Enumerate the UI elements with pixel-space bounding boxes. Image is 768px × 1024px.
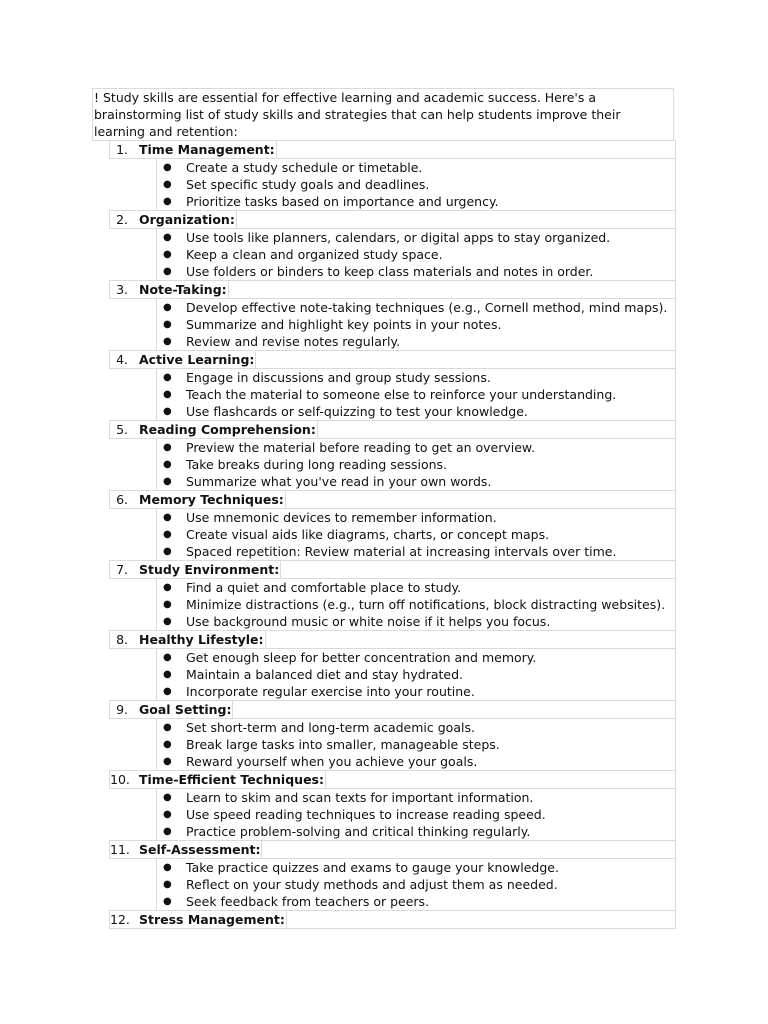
bullet-list	[156, 439, 676, 491]
section-number: 4.	[116, 352, 128, 367]
section-heading	[109, 630, 676, 649]
list-item-text: Teach the material to someone else to reinforce your understanding.	[186, 387, 617, 402]
list-item	[157, 806, 675, 823]
list-item-text: Use background music or white noise if it helps you focus.	[186, 614, 551, 629]
bullet-dot-icon: ●	[163, 809, 172, 820]
list-item-text: Seek feedback from teachers or peers.	[186, 894, 430, 909]
list-item	[157, 753, 675, 770]
bullet-dot-icon: ●	[163, 249, 172, 260]
bullet-dot-icon: ●	[163, 336, 172, 347]
section-number: 12.	[110, 912, 130, 927]
section-number: 6.	[116, 492, 128, 507]
list-section	[109, 210, 676, 281]
section-heading	[109, 840, 676, 859]
bullet-dot-icon: ●	[163, 529, 172, 540]
section-heading	[109, 770, 676, 789]
section-number: 8.	[116, 632, 128, 647]
bullet-dot-icon: ●	[163, 162, 172, 173]
section-number: 1.	[116, 142, 128, 157]
bullet-list	[156, 789, 676, 841]
list-item	[157, 176, 675, 193]
bullet-dot-icon: ●	[163, 196, 172, 207]
list-item	[157, 736, 675, 753]
list-section	[109, 420, 676, 491]
section-title: Time-Efficient Techniques:	[139, 772, 324, 787]
list-item	[157, 369, 675, 386]
list-item-text: Summarize and highlight key points in your notes.	[186, 317, 502, 332]
section-title: Active Learning:	[139, 352, 255, 367]
list-section	[109, 630, 676, 701]
section-number: 11.	[110, 842, 130, 857]
list-item-text: Engage in discussions and group study sessions.	[186, 370, 491, 385]
list-item-text: Take practice quizzes and exams to gauge your knowledge.	[186, 860, 559, 875]
list-item-text: Get enough sleep for better concentration and memory.	[186, 650, 537, 665]
list-section	[109, 490, 676, 561]
list-item	[157, 683, 675, 700]
list-item-text: Keep a clean and organized study space.	[186, 247, 443, 262]
list-item-text: Create a study schedule or timetable.	[186, 160, 423, 175]
list-item	[157, 823, 675, 840]
section-title: Note-Taking:	[139, 282, 227, 297]
list-section	[109, 840, 676, 911]
bullet-list	[156, 719, 676, 771]
bullet-dot-icon: ●	[163, 406, 172, 417]
section-title: Organization:	[139, 212, 235, 227]
list-item	[157, 596, 675, 613]
list-item	[157, 439, 675, 456]
list-item-text: Prioritize tasks based on importance and urgency.	[186, 194, 499, 209]
list-section	[109, 560, 676, 631]
list-item-text: Incorporate regular exercise into your routine.	[186, 684, 475, 699]
list-item-text: Spaced repetition: Review material at increasing intervals over time.	[186, 544, 617, 559]
section-title: Reading Comprehension:	[139, 422, 316, 437]
section-heading	[109, 560, 676, 579]
list-item-text: Practice problem-solving and critical thinking regularly.	[186, 824, 531, 839]
list-section	[109, 280, 676, 351]
bullet-list	[156, 229, 676, 281]
list-item	[157, 263, 675, 280]
bullet-list	[156, 369, 676, 421]
bullet-dot-icon: ●	[163, 389, 172, 400]
bullet-dot-icon: ●	[163, 862, 172, 873]
bullet-dot-icon: ●	[163, 669, 172, 680]
bullet-dot-icon: ●	[163, 826, 172, 837]
list-section	[109, 700, 676, 771]
bullet-list	[156, 649, 676, 701]
bullet-dot-icon: ●	[163, 599, 172, 610]
section-heading	[109, 910, 676, 929]
list-item	[157, 876, 675, 893]
bullet-list	[156, 579, 676, 631]
list-item	[157, 299, 675, 316]
list-item	[157, 473, 675, 490]
section-heading	[109, 490, 676, 509]
list-item	[157, 719, 675, 736]
list-item-text: Set short-term and long-term academic goals.	[186, 720, 475, 735]
list-section	[109, 350, 676, 421]
bullet-list	[156, 859, 676, 911]
list-item-text: Use folders or binders to keep class materials and notes in order.	[186, 264, 594, 279]
section-heading	[109, 210, 676, 229]
list-item	[157, 386, 675, 403]
list-item-text: Learn to skim and scan texts for important information.	[186, 790, 534, 805]
list-section	[109, 770, 676, 841]
list-item	[157, 859, 675, 876]
list-section	[109, 140, 676, 211]
list-item-text: Develop effective note-taking techniques (e.g., Cornell method, mind maps).	[186, 300, 668, 315]
list-item	[157, 526, 675, 543]
section-heading	[109, 140, 676, 159]
list-item	[157, 543, 675, 560]
bullet-list	[156, 299, 676, 351]
list-item	[157, 193, 675, 210]
list-item	[157, 316, 675, 333]
section-title: Time Management:	[139, 142, 275, 157]
list-item	[157, 789, 675, 806]
list-item	[157, 246, 675, 263]
section-title: Stress Management:	[139, 912, 285, 927]
list-item	[157, 403, 675, 420]
section-number: 2.	[116, 212, 128, 227]
bullet-dot-icon: ●	[163, 442, 172, 453]
list-item-text: Use tools like planners, calendars, or digital apps to stay organized.	[186, 230, 611, 245]
list-item-text: Summarize what you've read in your own words.	[186, 474, 492, 489]
bullet-list	[156, 159, 676, 211]
bullet-dot-icon: ●	[163, 319, 172, 330]
bullet-dot-icon: ●	[163, 302, 172, 313]
list-item	[157, 509, 675, 526]
section-title: Goal Setting:	[139, 702, 232, 717]
bullet-dot-icon: ●	[163, 792, 172, 803]
section-title: Study Environment:	[139, 562, 280, 577]
bullet-dot-icon: ●	[163, 756, 172, 767]
section-title: Self-Assessment:	[139, 842, 261, 857]
study-skills-list	[109, 140, 676, 929]
bullet-dot-icon: ●	[163, 266, 172, 277]
list-item	[157, 456, 675, 473]
section-number: 3.	[116, 282, 128, 297]
bullet-dot-icon: ●	[163, 512, 172, 523]
section-title: Healthy Lifestyle:	[139, 632, 264, 647]
section-number: 10.	[110, 772, 130, 787]
list-item	[157, 893, 675, 910]
bullet-dot-icon: ●	[163, 652, 172, 663]
bullet-dot-icon: ●	[163, 722, 172, 733]
list-item	[157, 229, 675, 246]
section-number: 5.	[116, 422, 128, 437]
list-item-text: Reflect on your study methods and adjust them as needed.	[186, 877, 558, 892]
bullet-dot-icon: ●	[163, 616, 172, 627]
bullet-dot-icon: ●	[163, 739, 172, 750]
list-item	[157, 579, 675, 596]
section-number: 7.	[116, 562, 128, 577]
bullet-dot-icon: ●	[163, 686, 172, 697]
section-number: 9.	[116, 702, 128, 717]
section-title: Memory Techniques:	[139, 492, 284, 507]
list-item-text: Reward yourself when you achieve your goals.	[186, 754, 478, 769]
list-item-text: Use speed reading techniques to increase reading speed.	[186, 807, 546, 822]
list-item-text: Review and revise notes regularly.	[186, 334, 401, 349]
list-item	[157, 159, 675, 176]
list-item-text: Break large tasks into smaller, manageable steps.	[186, 737, 500, 752]
list-item-text: Preview the material before reading to get an overview.	[186, 440, 535, 455]
bullet-dot-icon: ●	[163, 879, 172, 890]
bullet-dot-icon: ●	[163, 546, 172, 557]
list-item	[157, 666, 675, 683]
intro-paragraph: ! Study skills are essential for effective learning and academic success. Here's a brainstorming list of study skills and strategies that can help students improve their learning and retention:	[92, 88, 674, 141]
list-item-text: Use mnemonic devices to remember information.	[186, 510, 497, 525]
bullet-dot-icon: ●	[163, 459, 172, 470]
section-heading	[109, 280, 676, 299]
section-heading	[109, 420, 676, 439]
list-item-text: Find a quiet and comfortable place to study.	[186, 580, 462, 595]
list-item-text: Maintain a balanced diet and stay hydrated.	[186, 667, 463, 682]
list-item-text: Create visual aids like diagrams, charts, or concept maps.	[186, 527, 550, 542]
list-item-text: Set specific study goals and deadlines.	[186, 177, 430, 192]
bullet-dot-icon: ●	[163, 179, 172, 190]
bullet-dot-icon: ●	[163, 896, 172, 907]
list-item-text: Minimize distractions (e.g., turn off notifications, block distracting websites).	[186, 597, 666, 612]
bullet-list	[156, 509, 676, 561]
list-section	[109, 910, 676, 929]
list-item	[157, 333, 675, 350]
bullet-dot-icon: ●	[163, 372, 172, 383]
bullet-dot-icon: ●	[163, 582, 172, 593]
list-item-text: Use flashcards or self-quizzing to test your knowledge.	[186, 404, 528, 419]
section-heading	[109, 350, 676, 369]
list-item	[157, 649, 675, 666]
list-item	[157, 613, 675, 630]
bullet-dot-icon: ●	[163, 476, 172, 487]
section-heading	[109, 700, 676, 719]
bullet-dot-icon: ●	[163, 232, 172, 243]
list-item-text: Take breaks during long reading sessions.	[186, 457, 448, 472]
